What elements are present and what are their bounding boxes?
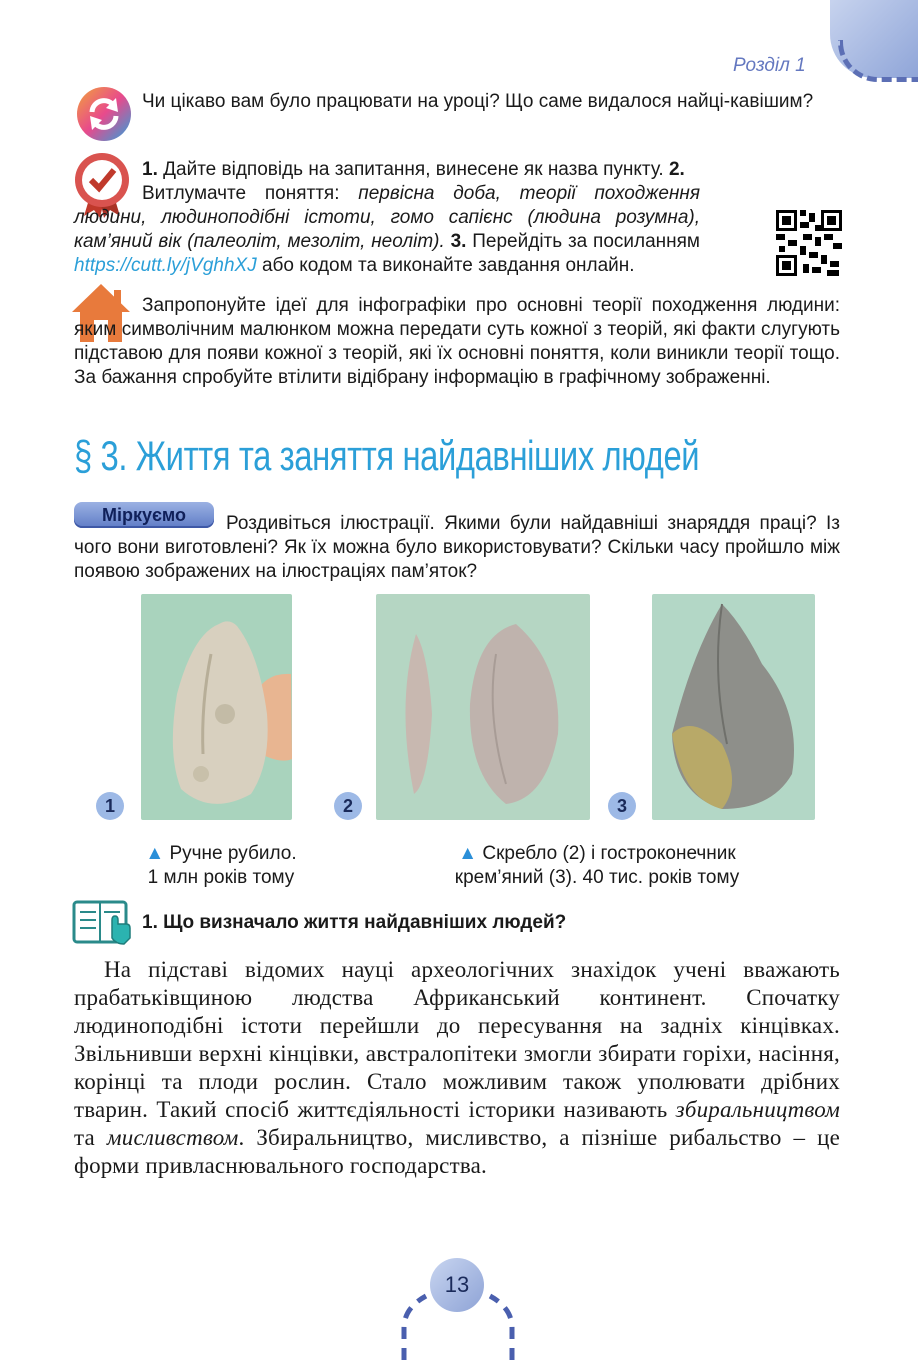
refresh-icon (76, 86, 132, 142)
tasks-text: Витлумачте поняття: первісна доба, теорії походження людини, людиноподібні істоти, гомо сапієнс (людина розумна), кам’яний вік (палеоліт, мезоліт, неоліт). 3. Перейдіть за посиланням https://cutt.ly/jVghhXJ або кодом та виконайте завдання онлайн. (74, 183, 701, 276)
flint-point-photo (652, 594, 815, 820)
page-number: 13 (430, 1258, 484, 1312)
caption-hand-axe: ▲ Ручне рубило. 1 млн років тому (145, 843, 297, 888)
book-pointer-icon (72, 898, 132, 946)
triangle-icon: ▲ (458, 843, 478, 864)
reflection-text: Чи цікаво вам було працювати на уроці? Що саме видалося найці-кавішим? (142, 91, 814, 112)
figure-number-1: 1 (96, 792, 124, 820)
scraper-photo (376, 594, 590, 820)
section-title: § 3. Життя та заняття найдавніших людей (74, 432, 700, 479)
task-link[interactable]: https://cutt.ly/jVghhXJ (74, 255, 257, 276)
figure-number-2: 2 (334, 792, 362, 820)
think-text: Роздивіться ілюстрації. Якими були найдавніші знаряддя праці? Із чого вони виготовлені? Як їх можна було використовувати? Скільки часу пройшло між появою зображених на ілюстраціях пам’яток? (74, 513, 840, 582)
hand-axe-photo (141, 594, 292, 820)
qr-code-icon[interactable] (776, 210, 842, 276)
think-badge: Міркуємо (74, 502, 214, 528)
section-label: Розділ 1 (733, 55, 806, 76)
subsection-title: 1. Що визначало життя найдавніших людей? (142, 912, 567, 933)
figure-number-3: 3 (608, 792, 636, 820)
caption-scraper-point: ▲ Скребло (2) і гостроконечник крем’яний (3). 40 тис. років тому (454, 843, 740, 888)
corner-dash-decoration (838, 40, 918, 82)
triangle-icon: ▲ (145, 843, 165, 864)
body-text: На підставі відомих науці археологічних знахідок учені вважають прабатьківщиною людства Африканський континент. Спочатку людиноподібні істоти перейшли до пересування на задніх кінцівках. Звільнивши верхні кінцівки, австралопітеки змогли збирати горіхи, насіння, корінці та плоди рослин. Стало можливим також уполювати дрібних тварин. Такий спосіб життєдіяльності історики називають збиральництвом та мисливством. Збиральництво, мисливство, а пізніше рибальство – це форми привласнювального господарства. (74, 957, 840, 1178)
tasks-line-1: 1. Дайте відповідь на запитання, винесене як назва пункту. 2. (142, 159, 685, 180)
homework-text: Запропонуйте ідеї для інфографіки про основні теорії походження людини: яким символічним малюнком можна передати суть кожної з теорій, які факти слугують підставою для появи кожної з теорій, які їх основні поняття, коли виникли теорії тощо. За бажання спробуйте втілити відібрану інформацію в графічному зображенні. (74, 295, 840, 388)
